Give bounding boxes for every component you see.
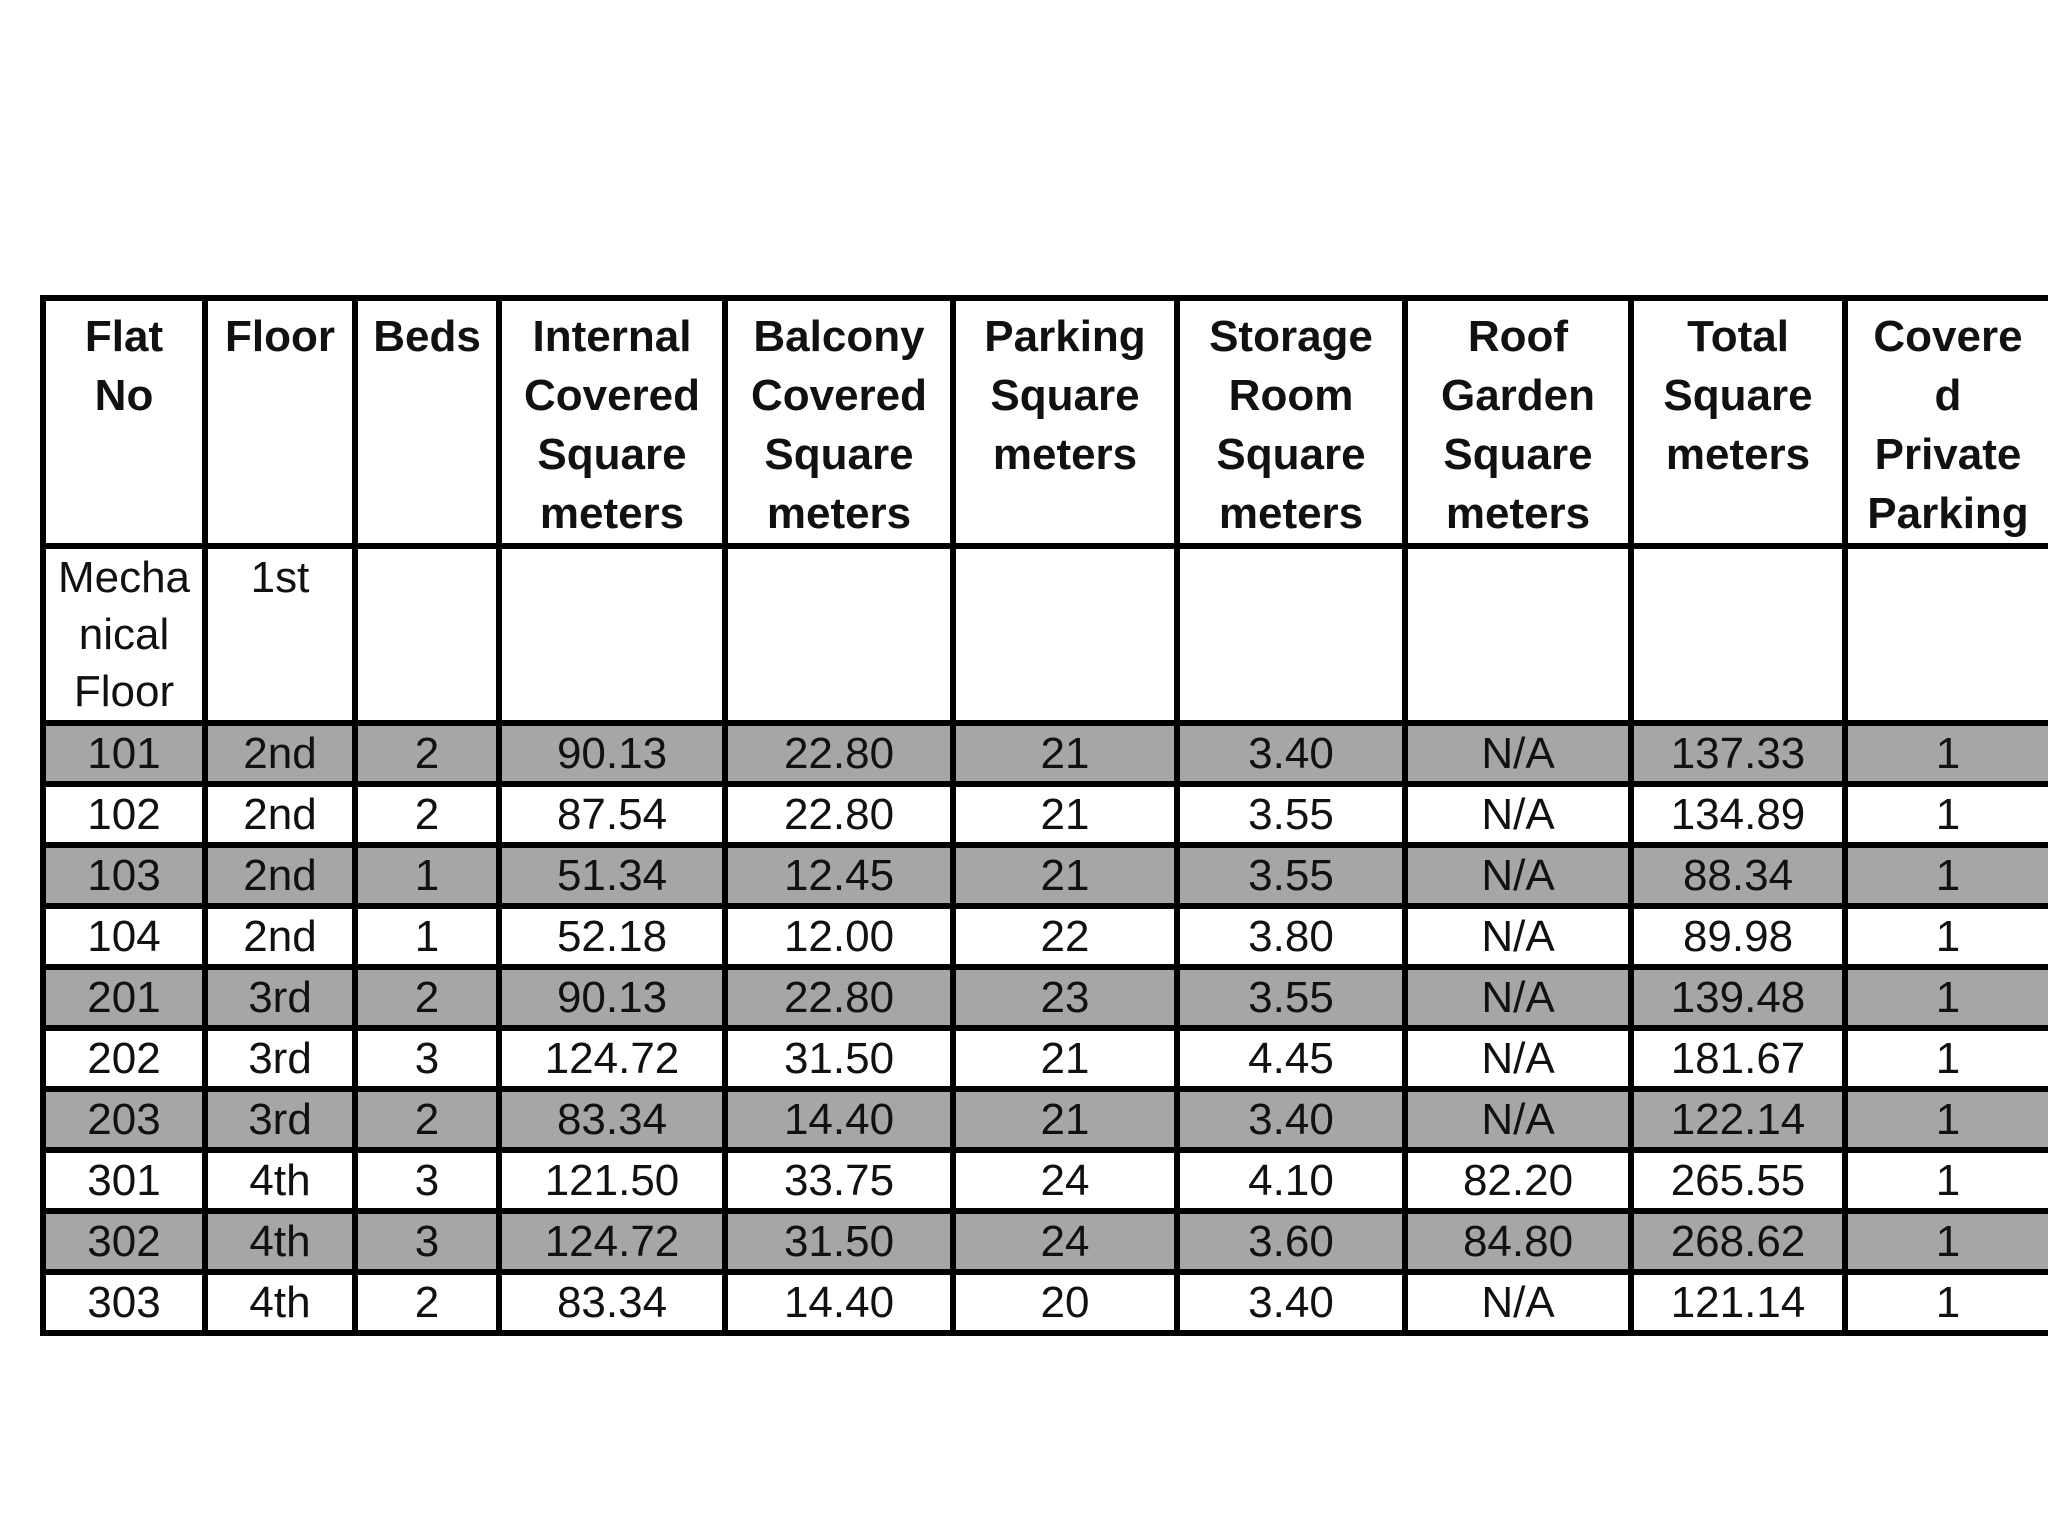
cell-roof-garden: 84.80 bbox=[1405, 1211, 1631, 1272]
column-header-line: Floor bbox=[225, 312, 335, 361]
cell-covered-parking: 1 bbox=[1845, 1211, 2048, 1272]
column-header-line: Square bbox=[1663, 371, 1813, 420]
cell-beds: 3 bbox=[355, 1211, 499, 1272]
cell-parking: 21 bbox=[953, 845, 1177, 906]
cell-covered-parking: 1 bbox=[1845, 1089, 2048, 1150]
cell-roof-garden: N/A bbox=[1405, 784, 1631, 845]
cell-total: 134.89 bbox=[1631, 784, 1845, 845]
cell-balcony: 22.80 bbox=[725, 967, 953, 1028]
cell-parking: 24 bbox=[953, 1211, 1177, 1272]
cell-beds: 2 bbox=[355, 723, 499, 784]
cell-covered-parking: 1 bbox=[1845, 1028, 2048, 1089]
column-header-line: Internal bbox=[532, 312, 692, 361]
table-row bbox=[43, 845, 2048, 906]
cell-roof-garden: 82.20 bbox=[1405, 1150, 1631, 1211]
table-row-mechanical-floor bbox=[43, 546, 2048, 723]
cell-internal: 52.18 bbox=[499, 906, 725, 967]
cell-covered-parking: 1 bbox=[1845, 845, 2048, 906]
cell-storage bbox=[1177, 546, 1405, 723]
cell-flat-no: 101 bbox=[43, 723, 205, 784]
cell-internal bbox=[499, 546, 725, 723]
cell-internal: 121.50 bbox=[499, 1150, 725, 1211]
cell-parking: 21 bbox=[953, 1028, 1177, 1089]
cell-roof-garden: N/A bbox=[1405, 845, 1631, 906]
column-header-line: Garden bbox=[1440, 371, 1596, 420]
column-header-total bbox=[1631, 298, 1845, 546]
column-header-line: Covered bbox=[750, 371, 928, 420]
column-header-internal bbox=[499, 298, 725, 546]
cell-covered-parking: 1 bbox=[1845, 723, 2048, 784]
cell-roof-garden bbox=[1405, 546, 1631, 723]
cell-flat-no: 301 bbox=[43, 1150, 205, 1211]
column-header-line: Square bbox=[537, 430, 687, 479]
cell-total bbox=[1631, 546, 1845, 723]
flat-area-table-container bbox=[40, 295, 2048, 1336]
column-header-line: meters bbox=[1665, 430, 1811, 479]
column-header-floor bbox=[205, 298, 355, 546]
cell-floor: 1st bbox=[205, 546, 355, 723]
cell-internal: 124.72 bbox=[499, 1028, 725, 1089]
column-header-covered-parking bbox=[1845, 298, 2048, 546]
cell-storage: 3.55 bbox=[1177, 967, 1405, 1028]
column-header-storage bbox=[1177, 298, 1405, 546]
cell-parking: 21 bbox=[953, 1089, 1177, 1150]
cell-balcony: 22.80 bbox=[725, 723, 953, 784]
cell-flat-no: 202 bbox=[43, 1028, 205, 1089]
cell-beds: 2 bbox=[355, 967, 499, 1028]
column-header-line: Square bbox=[1216, 430, 1366, 479]
column-header-line: Square bbox=[764, 430, 914, 479]
table-row bbox=[43, 1211, 2048, 1272]
column-header-balcony bbox=[725, 298, 953, 546]
cell-roof-garden: N/A bbox=[1405, 906, 1631, 967]
cell-floor: 2nd bbox=[205, 723, 355, 784]
cell-floor: 2nd bbox=[205, 845, 355, 906]
column-header-roof-garden bbox=[1405, 298, 1631, 546]
table-row bbox=[43, 1272, 2048, 1333]
column-header-line: Balcony bbox=[753, 312, 925, 361]
cell-internal: 51.34 bbox=[499, 845, 725, 906]
column-header-line: Covere bbox=[1873, 312, 2023, 361]
cell-parking: 22 bbox=[953, 906, 1177, 967]
cell-balcony: 33.75 bbox=[725, 1150, 953, 1211]
cell-internal: 87.54 bbox=[499, 784, 725, 845]
cell-floor: 2nd bbox=[205, 784, 355, 845]
table-row bbox=[43, 906, 2048, 967]
cell-flat-no: 303 bbox=[43, 1272, 205, 1333]
cell-beds: 1 bbox=[355, 906, 499, 967]
cell-flat-no: 104 bbox=[43, 906, 205, 967]
cell-beds: 3 bbox=[355, 1028, 499, 1089]
cell-storage: 3.55 bbox=[1177, 845, 1405, 906]
cell-flat-no: 203 bbox=[43, 1089, 205, 1150]
cell-parking: 24 bbox=[953, 1150, 1177, 1211]
cell-total: 122.14 bbox=[1631, 1089, 1845, 1150]
cell-storage: 3.80 bbox=[1177, 906, 1405, 967]
cell-total: 265.55 bbox=[1631, 1150, 1845, 1211]
flat-area-table bbox=[40, 295, 2048, 1336]
cell-flat-no: 302 bbox=[43, 1211, 205, 1272]
cell-total: 139.48 bbox=[1631, 967, 1845, 1028]
cell-beds: 2 bbox=[355, 1089, 499, 1150]
cell-flat-no: 103 bbox=[43, 845, 205, 906]
mechanical-label-line: Mecha bbox=[57, 553, 191, 602]
cell-beds: 1 bbox=[355, 845, 499, 906]
cell-roof-garden: N/A bbox=[1405, 1089, 1631, 1150]
cell-storage: 3.40 bbox=[1177, 723, 1405, 784]
column-header-line: meters bbox=[766, 489, 912, 538]
column-header-line: d bbox=[1934, 371, 1962, 420]
cell-floor: 4th bbox=[205, 1211, 355, 1272]
mechanical-label-line: Floor bbox=[73, 667, 175, 716]
column-header-line: meters bbox=[1218, 489, 1364, 538]
cell-parking bbox=[953, 546, 1177, 723]
cell-parking: 23 bbox=[953, 967, 1177, 1028]
cell-parking: 20 bbox=[953, 1272, 1177, 1333]
column-header-line: Parking bbox=[1867, 489, 2029, 538]
column-header-beds bbox=[355, 298, 499, 546]
column-header-line: meters bbox=[992, 430, 1138, 479]
cell-balcony bbox=[725, 546, 953, 723]
cell-covered-parking: 1 bbox=[1845, 967, 2048, 1028]
cell-storage: 4.45 bbox=[1177, 1028, 1405, 1089]
cell-roof-garden: N/A bbox=[1405, 723, 1631, 784]
cell-floor: 3rd bbox=[205, 1089, 355, 1150]
cell-balcony: 22.80 bbox=[725, 784, 953, 845]
cell-total: 121.14 bbox=[1631, 1272, 1845, 1333]
cell-total: 268.62 bbox=[1631, 1211, 1845, 1272]
cell-storage: 4.10 bbox=[1177, 1150, 1405, 1211]
cell-parking: 21 bbox=[953, 723, 1177, 784]
cell-floor: 2nd bbox=[205, 906, 355, 967]
column-header-line: Private bbox=[1874, 430, 2022, 479]
cell-roof-garden: N/A bbox=[1405, 967, 1631, 1028]
cell-roof-garden: N/A bbox=[1405, 1272, 1631, 1333]
cell-internal: 83.34 bbox=[499, 1272, 725, 1333]
cell-balcony: 31.50 bbox=[725, 1211, 953, 1272]
column-header-line: No bbox=[94, 371, 154, 420]
cell-beds: 3 bbox=[355, 1150, 499, 1211]
cell-covered-parking: 1 bbox=[1845, 906, 2048, 967]
column-header-line: meters bbox=[1445, 489, 1591, 538]
cell-beds: 2 bbox=[355, 784, 499, 845]
mechanical-label-line: nical bbox=[78, 610, 170, 659]
column-header-line: Room bbox=[1228, 371, 1354, 420]
column-header-parking bbox=[953, 298, 1177, 546]
column-header-line: Roof bbox=[1467, 312, 1569, 361]
cell-balcony: 14.40 bbox=[725, 1089, 953, 1150]
cell-flat-no bbox=[43, 546, 205, 723]
cell-balcony: 12.45 bbox=[725, 845, 953, 906]
cell-flat-no: 102 bbox=[43, 784, 205, 845]
cell-floor: 3rd bbox=[205, 1028, 355, 1089]
column-header-line: Beds bbox=[373, 312, 481, 361]
table-body bbox=[43, 546, 2048, 1333]
table-header-row bbox=[43, 298, 2048, 546]
cell-balcony: 31.50 bbox=[725, 1028, 953, 1089]
cell-flat-no: 201 bbox=[43, 967, 205, 1028]
table-row bbox=[43, 723, 2048, 784]
cell-internal: 90.13 bbox=[499, 967, 725, 1028]
table-row bbox=[43, 1150, 2048, 1211]
cell-beds bbox=[355, 546, 499, 723]
column-header-flat-no bbox=[43, 298, 205, 546]
cell-total: 88.34 bbox=[1631, 845, 1845, 906]
column-header-line: Flat bbox=[84, 312, 164, 361]
cell-storage: 3.40 bbox=[1177, 1272, 1405, 1333]
column-header-line: Parking bbox=[984, 312, 1146, 361]
column-header-line: Square bbox=[1443, 430, 1593, 479]
cell-balcony: 14.40 bbox=[725, 1272, 953, 1333]
cell-covered-parking: 1 bbox=[1845, 784, 2048, 845]
column-header-line: Square bbox=[990, 371, 1140, 420]
cell-floor: 4th bbox=[205, 1150, 355, 1211]
cell-beds: 2 bbox=[355, 1272, 499, 1333]
cell-storage: 3.40 bbox=[1177, 1089, 1405, 1150]
cell-internal: 83.34 bbox=[499, 1089, 725, 1150]
cell-balcony: 12.00 bbox=[725, 906, 953, 967]
cell-storage: 3.55 bbox=[1177, 784, 1405, 845]
cell-total: 181.67 bbox=[1631, 1028, 1845, 1089]
cell-parking: 21 bbox=[953, 784, 1177, 845]
table-row bbox=[43, 1089, 2048, 1150]
column-header-line: Total bbox=[1687, 312, 1789, 361]
cell-covered-parking bbox=[1845, 546, 2048, 723]
cell-internal: 124.72 bbox=[499, 1211, 725, 1272]
table-row bbox=[43, 967, 2048, 1028]
table-row bbox=[43, 1028, 2048, 1089]
column-header-line: Covered bbox=[523, 371, 701, 420]
cell-covered-parking: 1 bbox=[1845, 1150, 2048, 1211]
cell-floor: 3rd bbox=[205, 967, 355, 1028]
cell-total: 137.33 bbox=[1631, 723, 1845, 784]
column-header-line: Storage bbox=[1209, 312, 1373, 361]
table-row bbox=[43, 784, 2048, 845]
cell-floor: 4th bbox=[205, 1272, 355, 1333]
column-header-line: meters bbox=[539, 489, 685, 538]
cell-internal: 90.13 bbox=[499, 723, 725, 784]
cell-roof-garden: N/A bbox=[1405, 1028, 1631, 1089]
cell-covered-parking: 1 bbox=[1845, 1272, 2048, 1333]
cell-storage: 3.60 bbox=[1177, 1211, 1405, 1272]
cell-total: 89.98 bbox=[1631, 906, 1845, 967]
